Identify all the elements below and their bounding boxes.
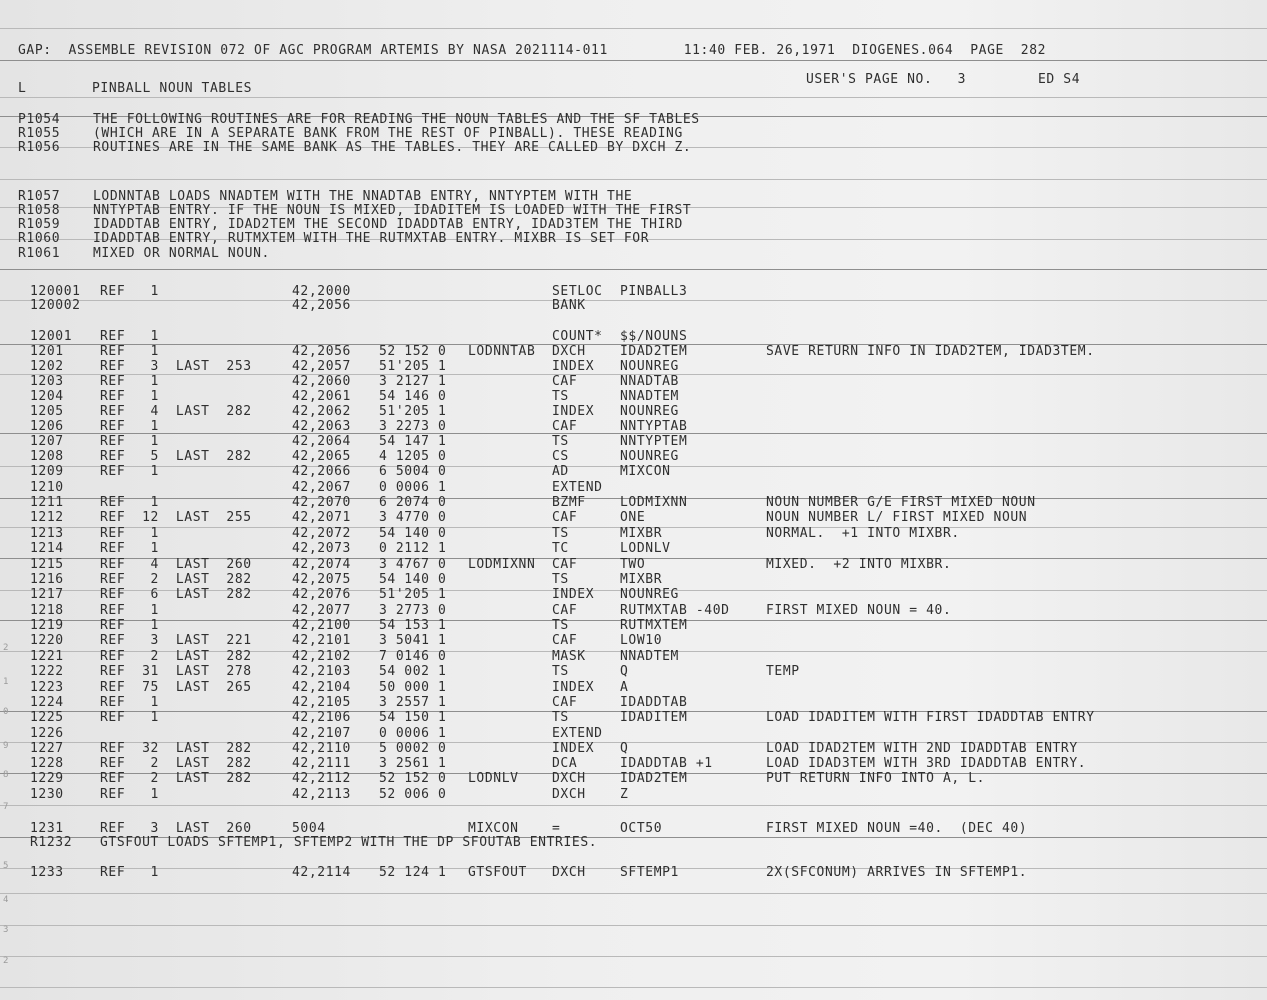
comment-field: LOAD IDAD3TEM WITH 3RD IDADDTAB ENTRY. [766, 756, 1087, 771]
comment-field: LOAD IDAD2TEM WITH 2ND IDADDTAB ENTRY [766, 741, 1078, 756]
ref-field: REF 31 LAST 278 [100, 664, 252, 679]
ref-field: REF 1 [100, 695, 159, 710]
remark-text: MIXED OR NORMAL NOUN. [93, 246, 270, 261]
line-number: 1201 [30, 344, 64, 359]
octal-word: 54 140 0 [379, 526, 447, 541]
remark-text: THE FOLLOWING ROUTINES ARE FOR READING THE NOUN TABLES AND THE SF TABLES [93, 112, 700, 127]
comment-field: FIRST MIXED NOUN = 40. [766, 603, 952, 618]
line-number: 1231 [30, 821, 64, 836]
address-field: 42,2111 [292, 756, 351, 771]
opcode-field: INDEX [552, 680, 595, 695]
operand-field: Q [620, 664, 629, 679]
line-number: R1232 [30, 835, 73, 850]
address-field: 42,2070 [292, 495, 351, 510]
line-number: 1224 [30, 695, 64, 710]
address-field: 42,2107 [292, 726, 351, 741]
opcode-field: TS [552, 710, 569, 725]
log-section: L [18, 81, 27, 96]
address-field: 42,2064 [292, 434, 351, 449]
address-field: 42,2077 [292, 603, 351, 618]
ref-field: GTSFOUT LOADS SFTEMP1, SFTEMP2 WITH THE DP SFOUTAB ENTRIES. [100, 835, 598, 850]
line-number: 1204 [30, 389, 64, 404]
octal-word: 51'205 1 [379, 587, 447, 602]
operand-field: IDADDTAB +1 [620, 756, 713, 771]
comment-field: SAVE RETURN INFO IN IDAD2TEM, IDAD3TEM. [766, 344, 1095, 359]
ed-tag: ED S4 [1038, 72, 1081, 87]
ref-field: REF 2 LAST 282 [100, 649, 252, 664]
octal-word: 3 2273 0 [379, 419, 447, 434]
opcode-field: MASK [552, 649, 586, 664]
ref-field: REF 1 [100, 787, 159, 802]
comment-field: 2X(SFCONUM) ARRIVES IN SFTEMP1. [766, 865, 1028, 880]
section-title: PINBALL NOUN TABLES [92, 81, 253, 96]
comment-field: FIRST MIXED NOUN =40. (DEC 40) [766, 821, 1028, 836]
address-field: 42,2100 [292, 618, 351, 633]
comment-field: TEMP [766, 664, 800, 679]
line-number: 1212 [30, 510, 64, 525]
octal-word: 3 4767 0 [379, 557, 447, 572]
line-number: 1207 [30, 434, 64, 449]
operand-field: IDAD2TEM [620, 771, 688, 786]
remark-text: IDADDTAB ENTRY, IDAD2TEM THE SECOND IDADDTAB ENTRY, IDAD3TEM THE THIRD [93, 217, 683, 232]
operand-field: NOUNREG [620, 404, 679, 419]
line-number: 120001 [30, 284, 81, 299]
ref-field: REF 32 LAST 282 [100, 741, 252, 756]
remark-ref: R1060 [18, 231, 61, 246]
address-field: 42,2062 [292, 404, 351, 419]
address-field: 42,2061 [292, 389, 351, 404]
opcode-field: DCA [552, 756, 578, 771]
operand-field: RUTMXTAB -40D [620, 603, 730, 618]
line-number: 1213 [30, 526, 64, 541]
line-number: 1233 [30, 865, 64, 880]
octal-word: 0 0006 1 [379, 480, 447, 495]
octal-word: 3 2557 1 [379, 695, 447, 710]
octal-word: 51'205 1 [379, 359, 447, 374]
line-number: 1227 [30, 741, 64, 756]
line-number: 1226 [30, 726, 64, 741]
remark-ref: R1058 [18, 203, 61, 218]
opcode-field: CAF [552, 510, 578, 525]
ref-field: REF 4 LAST 260 [100, 557, 252, 572]
address-field: 42,2071 [292, 510, 351, 525]
opcode-field: DXCH [552, 344, 586, 359]
ref-field: REF 1 [100, 618, 159, 633]
opcode-field: CAF [552, 557, 578, 572]
opcode-field: TS [552, 572, 569, 587]
operand-field: Z [620, 787, 629, 802]
remark-ref: R1056 [18, 140, 61, 155]
opcode-field: CAF [552, 695, 578, 710]
remark-text: ROUTINES ARE IN THE SAME BANK AS THE TABLES. THEY ARE CALLED BY DXCH Z. [93, 140, 692, 155]
opcode-field: CAF [552, 419, 578, 434]
operand-field: NNADTEM [620, 649, 679, 664]
label-field: LODMIXNN [468, 557, 536, 572]
operand-field: Q [620, 741, 629, 756]
line-number: 1217 [30, 587, 64, 602]
line-number: 1209 [30, 464, 64, 479]
opcode-field: DXCH [552, 787, 586, 802]
remark-ref: P1054 [18, 112, 61, 127]
remark-ref: R1057 [18, 189, 61, 204]
octal-word: 54 146 0 [379, 389, 447, 404]
operand-field: PINBALL3 [620, 284, 688, 299]
line-number: 1210 [30, 480, 64, 495]
opcode-field: INDEX [552, 741, 595, 756]
address-field: 42,2067 [292, 480, 351, 495]
ref-field: REF 3 LAST 260 [100, 821, 252, 836]
listing-page: 2 1 0 9 8 7 5 4 3 2 GAP: ASSEMBLE REVISION 072 OF AGC PROGRAM ARTEMIS BY NASA 2021114-011 11:40 FEB. 26,1971 DIOGENES.064 PAGE 282 L PINBALL NOUN TABLES USER'S PAGE NO. 3 ED S4 P1054 THE FOLLOWING ROUTINES ARE FOR READING THE NOUN TABLES AND THE SF TABLES R1055 (WHICH ARE IN A SEPARATE BANK FROM THE REST OF PINBALL). THESE READING R1056 ROUTINES ARE IN THE SAME BANK AS THE TABLES. THEY ARE CALLED BY DXCH Z. R1057 LODNNTAB LOADS NNADTEM WITH THE NNADTAB ENTRY, NNTYPTEM WITH THE R1058 NNTYPTAB ENTRY. IF THE NOUN IS MIXED, IDADITEM IS LOADED WITH THE FIRST R1059 IDADDTAB ENTRY, IDAD2TEM THE SECOND IDADDTAB ENTRY, IDAD3TEM THE THIRD R1060 IDADDTAB ENTRY, RUTMXTEM WITH THE RUTMXTAB ENTRY. MIXBR IS SET FOR R1061 MIXED OR NORMAL NOUN. 120001 REF 1 42,2000 SETLOC PINBALL3 120002 42,2056 BANK 12001 REF 1 COUNT* $$/NOUNS 1201 REF 1 42,2056 52 152 0 LODNNTAB DXCH IDAD2TEM SAVE RETURN INFO IN IDAD2TEM, IDAD3TEM. 1202 REF 3 LAST 253 42,2057 51'205 1 INDEX NOUNREG 1203 REF 1 42,2060 3 2127 1 CAF NNADTAB 1204 REF 1 42,2061 54 146 0 TS NNADTEM 1205 REF 4 LAST 282 42,2062 51'205 1 INDEX NOUNREG 1206 REF 1 42,2063 3 2273 0 CAF NNTYPTAB 1207 REF 1 42,2064 54 147 1 TS NNTYPTEM 1208 REF 5 LAST 282 42,2065 4 1205 0 CS NOUNREG 1209 REF 1 42,2066 6 5004 0 AD MIXCON 1210 42,2067 0 0006 1 EXTEND 1211 REF 1 42,2070 6 2074 0 BZMF LODMIXNN NOUN NUMBER G/E FIRST MIXED NOUN 1212 REF 12 LAST 255 42,2071 3 4770 0 CAF ONE NOUN NUMBER L/ FIRST MIXED NOUN 1213 REF 1 42,2072 54 140 0 TS MIXBR NORMAL. +1 INTO MIXBR. 1214 REF 1 42,2073 0 2112 1 TC LODNLV 1215 REF 4 LAST 260 42,2074 3 4767 0 LODMIXNN CAF TWO MIXED. +2 INTO MIXBR. 1216 REF 2 LAST 282 42,2075 54 140 0 TS MIXBR 1217 REF 6 LAST 282 42,2076 51'205 1 INDEX NOUNREG 1218 REF 1 42,2077 3 2773 0 CAF RUTMXTAB -40D FIRST MIXED NOUN = 40. 1219 REF 1 42,2100 54 153 1 TS RUTMXTEM 1220 REF 3 LAST 221 42,2101 3 5041 1 CAF LOW10 1221 REF 2 LAST 282 42,2102 7 0146 0 MASK NNADTEM 1222 REF 31 LAST 278 42,2103 54 002 1 TS Q TEMP 1223 REF 75 LAST 265 42,2104 50 000 1 INDEX A 1224 REF 1 42,2105 3 2557 1 CAF IDADDTAB 1225 REF 1 42,2106 54 150 1 TS IDADITEM LOAD IDADITEM WITH FIRST IDADDTAB ENTRY 1226 42,2107 0 0006 1 EXTEND 1227 REF 32 LAST 282 42,2110 5 0002 0 INDEX Q LOAD IDAD2TEM WITH 2ND IDADDTAB ENTRY 1228 REF 2 LAST 282 42,2111 3 2561 1 DCA IDADDTAB +1 LOAD IDAD3TEM WITH 3RD IDADDTAB ENTRY. 1229 REF 2 LAST 282 42,2112 52 152 0 LODNLV DXCH IDAD2TEM PUT RETURN INFO INTO A, L. 1230 REF 1 42,2113 52 006 0 DXCH Z 1231 REF 3 LAST 260 5004 MIXCON = OCT50 FIRST MIXED NOUN =40. (DEC 40) R1232 GTSFOUT LOADS SFTEMP1, SFTEMP2 WITH THE DP SFOUTAB ENTRIES. 1233 REF 1 42,2114 52 124 1 GTSFOUT DXCH SFTEMP1 2X(SFCONUM) ARRIVES IN SFTEMP1. [0, 0, 1267, 1000]
octal-word: 3 4770 0 [379, 510, 447, 525]
opcode-field: TC [552, 541, 569, 556]
address-field: 42,2110 [292, 741, 351, 756]
line-number: 1208 [30, 449, 64, 464]
address-field: 42,2114 [292, 865, 351, 880]
comment-field: LOAD IDADITEM WITH FIRST IDADDTAB ENTRY [766, 710, 1095, 725]
operand-field: MIXCON [620, 464, 671, 479]
remark-text: LODNNTAB LOADS NNADTEM WITH THE NNADTAB ENTRY, NNTYPTEM WITH THE [93, 189, 633, 204]
ref-field: REF 1 [100, 284, 159, 299]
line-number: 1211 [30, 495, 64, 510]
line-number: 12001 [30, 329, 73, 344]
line-number: 1220 [30, 633, 64, 648]
ref-field: REF 1 [100, 329, 159, 344]
address-field: 42,2101 [292, 633, 351, 648]
octal-word: 5 0002 0 [379, 741, 447, 756]
remark-text: IDADDTAB ENTRY, RUTMXTEM WITH THE RUTMXTAB ENTRY. MIXBR IS SET FOR [93, 231, 650, 246]
ref-field: REF 4 LAST 282 [100, 404, 252, 419]
operand-field: OCT50 [620, 821, 663, 836]
address-field: 42,2066 [292, 464, 351, 479]
address-field: 42,2074 [292, 557, 351, 572]
opcode-field: TS [552, 434, 569, 449]
address-field: 42,2075 [292, 572, 351, 587]
operand-field: ONE [620, 510, 646, 525]
line-number: 1215 [30, 557, 64, 572]
address-field: 42,2102 [292, 649, 351, 664]
operand-field: A [620, 680, 629, 695]
remark-ref: R1059 [18, 217, 61, 232]
octal-word: 52 152 0 [379, 771, 447, 786]
comment-field: PUT RETURN INFO INTO A, L. [766, 771, 986, 786]
line-number: 1230 [30, 787, 64, 802]
opcode-field: = [552, 821, 561, 836]
octal-word: 50 000 1 [379, 680, 447, 695]
opcode-field: BZMF [552, 495, 586, 510]
remark-ref: R1055 [18, 126, 61, 141]
opcode-field: INDEX [552, 404, 595, 419]
label-field: LODNLV [468, 771, 519, 786]
address-field: 42,2063 [292, 419, 351, 434]
line-number: 1216 [30, 572, 64, 587]
users-page-number: USER'S PAGE NO. 3 [806, 72, 967, 87]
ref-field: REF 1 [100, 464, 159, 479]
opcode-field: CAF [552, 603, 578, 618]
ref-field: REF 1 [100, 344, 159, 359]
comment-field: NORMAL. +1 INTO MIXBR. [766, 526, 960, 541]
operand-field: SFTEMP1 [620, 865, 679, 880]
operand-field: IDAD2TEM [620, 344, 688, 359]
address-field: 42,2076 [292, 587, 351, 602]
operand-field: NOUNREG [620, 587, 679, 602]
octal-word: 6 2074 0 [379, 495, 447, 510]
operand-field: $$/NOUNS [620, 329, 688, 344]
ref-field: REF 1 [100, 495, 159, 510]
opcode-field: CS [552, 449, 569, 464]
line-number: 1202 [30, 359, 64, 374]
operand-field: NNTYPTEM [620, 434, 688, 449]
address-field: 42,2113 [292, 787, 351, 802]
label-field: MIXCON [468, 821, 519, 836]
line-number: 1222 [30, 664, 64, 679]
octal-word: 54 140 0 [379, 572, 447, 587]
line-number: 1223 [30, 680, 64, 695]
octal-word: 52 006 0 [379, 787, 447, 802]
operand-field: NOUNREG [620, 359, 679, 374]
octal-word: 7 0146 0 [379, 649, 447, 664]
comment-field: NOUN NUMBER G/E FIRST MIXED NOUN [766, 495, 1036, 510]
address-field: 42,2057 [292, 359, 351, 374]
ref-field: REF 12 LAST 255 [100, 510, 252, 525]
address-field: 42,2056 [292, 344, 351, 359]
ref-field: REF 3 LAST 221 [100, 633, 252, 648]
ref-field: REF 1 [100, 865, 159, 880]
ref-field: REF 1 [100, 526, 159, 541]
opcode-field: COUNT* [552, 329, 603, 344]
opcode-field: TS [552, 618, 569, 633]
line-number: 1206 [30, 419, 64, 434]
line-number: 1221 [30, 649, 64, 664]
opcode-field: TS [552, 526, 569, 541]
opcode-field: EXTEND [552, 480, 603, 495]
line-number: 1203 [30, 374, 64, 389]
octal-word: 0 0006 1 [379, 726, 447, 741]
octal-word: 3 5041 1 [379, 633, 447, 648]
address-field: 42,2056 [292, 298, 351, 313]
operand-field: TWO [620, 557, 646, 572]
ref-field: REF 6 LAST 282 [100, 587, 252, 602]
opcode-field: TS [552, 664, 569, 679]
octal-word: 54 002 1 [379, 664, 447, 679]
address-field: 42,2060 [292, 374, 351, 389]
operand-field: RUTMXTEM [620, 618, 688, 633]
ref-field: REF 5 LAST 282 [100, 449, 252, 464]
label-field: GTSFOUT [468, 865, 527, 880]
octal-word: 54 150 1 [379, 710, 447, 725]
remark-text: NNTYPTAB ENTRY. IF THE NOUN IS MIXED, IDADITEM IS LOADED WITH THE FIRST [93, 203, 692, 218]
address-field: 42,2000 [292, 284, 351, 299]
opcode-field: INDEX [552, 359, 595, 374]
comment-field: MIXED. +2 INTO MIXBR. [766, 557, 952, 572]
line-number: 1225 [30, 710, 64, 725]
ref-field: REF 2 LAST 282 [100, 572, 252, 587]
ref-field: REF 2 LAST 282 [100, 771, 252, 786]
operand-field: LODNLV [620, 541, 671, 556]
opcode-field: DXCH [552, 771, 586, 786]
line-number: 1229 [30, 771, 64, 786]
line-number: 1219 [30, 618, 64, 633]
remark-text: (WHICH ARE IN A SEPARATE BANK FROM THE REST OF PINBALL). THESE READING [93, 126, 683, 141]
operand-field: NNADTAB [620, 374, 679, 389]
operand-field: IDADITEM [620, 710, 688, 725]
remark-ref: R1061 [18, 246, 61, 261]
operand-field: NOUNREG [620, 449, 679, 464]
line-number: 1218 [30, 603, 64, 618]
ref-field: REF 1 [100, 541, 159, 556]
operand-field: LODMIXNN [620, 495, 688, 510]
address-field: 5004 [292, 821, 326, 836]
octal-word: 6 5004 0 [379, 464, 447, 479]
line-number: 1214 [30, 541, 64, 556]
opcode-field: TS [552, 389, 569, 404]
line-number: 120002 [30, 298, 81, 313]
address-field: 42,2104 [292, 680, 351, 695]
opcode-field: EXTEND [552, 726, 603, 741]
line-number: 1228 [30, 756, 64, 771]
ref-field: REF 75 LAST 265 [100, 680, 252, 695]
operand-field: MIXBR [620, 526, 663, 541]
opcode-field: CAF [552, 633, 578, 648]
address-field: 42,2103 [292, 664, 351, 679]
label-field: LODNNTAB [468, 344, 536, 359]
operand-field: NNADTEM [620, 389, 679, 404]
listing-header: GAP: ASSEMBLE REVISION 072 OF AGC PROGRAM ARTEMIS BY NASA 2021114-011 11:40 FEB. 26,1971 DIOGENES.064 PAGE 282 [18, 43, 1047, 58]
operand-field: IDADDTAB [620, 695, 688, 710]
ref-field: REF 1 [100, 389, 159, 404]
octal-word: 3 2561 1 [379, 756, 447, 771]
line-number: 1205 [30, 404, 64, 419]
opcode-field: INDEX [552, 587, 595, 602]
octal-word: 54 153 1 [379, 618, 447, 633]
octal-word: 4 1205 0 [379, 449, 447, 464]
ref-field: REF 1 [100, 603, 159, 618]
octal-word: 51'205 1 [379, 404, 447, 419]
address-field: 42,2105 [292, 695, 351, 710]
octal-word: 52 152 0 [379, 344, 447, 359]
address-field: 42,2072 [292, 526, 351, 541]
octal-word: 3 2773 0 [379, 603, 447, 618]
comment-field: NOUN NUMBER L/ FIRST MIXED NOUN [766, 510, 1028, 525]
ref-field: REF 3 LAST 253 [100, 359, 252, 374]
address-field: 42,2112 [292, 771, 351, 786]
octal-word: 54 147 1 [379, 434, 447, 449]
octal-word: 52 124 1 [379, 865, 447, 880]
operand-field: LOW10 [620, 633, 663, 648]
address-field: 42,2073 [292, 541, 351, 556]
ref-field: REF 1 [100, 374, 159, 389]
opcode-field: SETLOC [552, 284, 603, 299]
ref-field: REF 2 LAST 282 [100, 756, 252, 771]
opcode-field: BANK [552, 298, 586, 313]
ref-field: REF 1 [100, 710, 159, 725]
operand-field: NNTYPTAB [620, 419, 688, 434]
address-field: 42,2106 [292, 710, 351, 725]
ref-field: REF 1 [100, 419, 159, 434]
octal-word: 3 2127 1 [379, 374, 447, 389]
opcode-field: AD [552, 464, 569, 479]
address-field: 42,2065 [292, 449, 351, 464]
octal-word: 0 2112 1 [379, 541, 447, 556]
ref-field: REF 1 [100, 434, 159, 449]
opcode-field: CAF [552, 374, 578, 389]
opcode-field: DXCH [552, 865, 586, 880]
operand-field: MIXBR [620, 572, 663, 587]
